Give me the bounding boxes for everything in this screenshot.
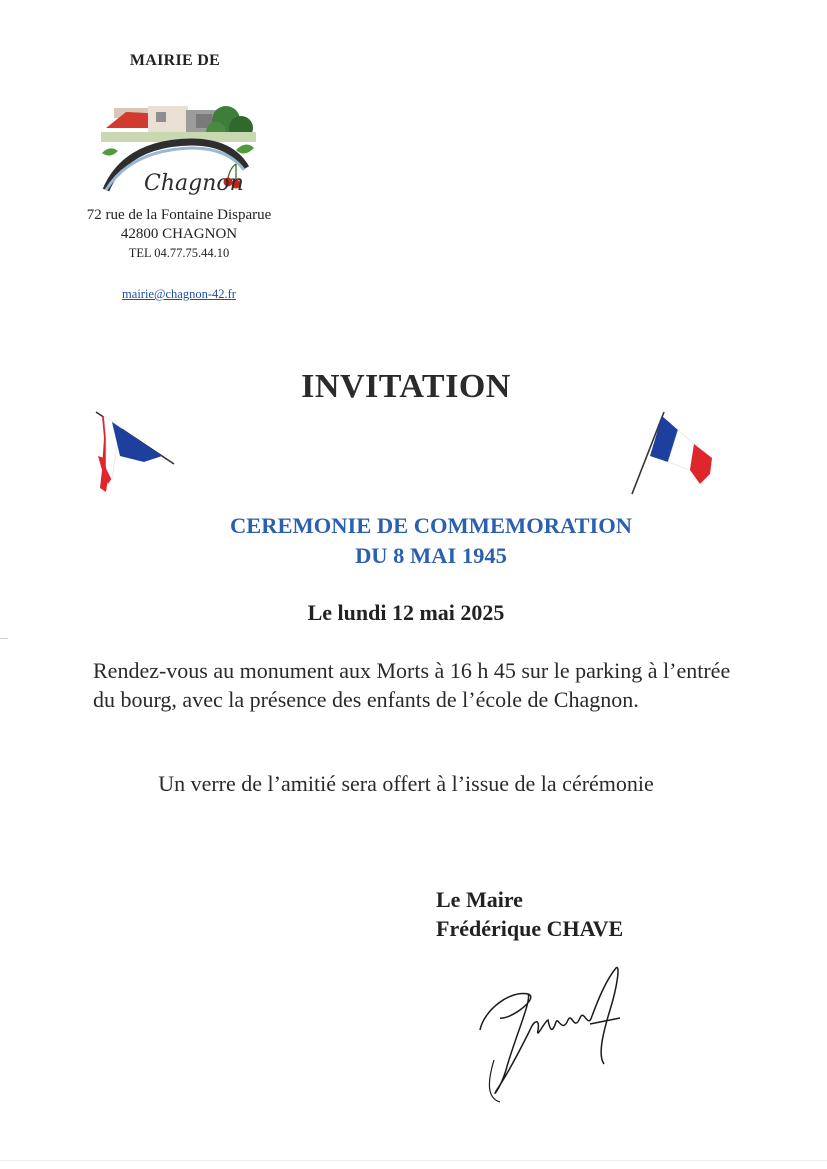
- svg-text:Chagnon: Chagnon: [144, 171, 244, 196]
- french-flag-icon: [92, 408, 178, 494]
- email-link[interactable]: mairie@chagnon-42.fr: [122, 287, 236, 301]
- event-date: Le lundi 12 mai 2025: [307, 600, 505, 625]
- page-title: INVITATION: [301, 368, 511, 405]
- closing-note: Un verre de l’amitié sera offert à l’issue de la cérémonie: [158, 771, 654, 796]
- signatory-name: Frédérique CHAVE: [436, 916, 624, 941]
- signature-icon: [470, 960, 630, 1105]
- event-details: Rendez-vous au monument aux Morts à 16 h 45 sur le parking à l’entrée du bourg, avec la présence des enfants de l’école de Chagnon.: [93, 658, 731, 712]
- french-flag-icon: [626, 408, 718, 496]
- event-title-line2: DU 8 MAI 1945: [355, 543, 507, 568]
- village-logo-icon: [96, 98, 262, 196]
- signatory-title: Le Maire: [436, 887, 523, 912]
- scan-mark-left: [0, 638, 8, 639]
- mairie-label: MAIRIE DE: [129, 52, 221, 69]
- event-title-line1: CEREMONIE DE COMMEMORATION: [229, 513, 633, 538]
- address-line-street: 72 rue de la Fontaine Disparue: [86, 207, 272, 223]
- telephone: TEL 04.77.75.44.10: [128, 246, 230, 260]
- scan-mark-bottom: [0, 1160, 827, 1161]
- address-line-city: 42800 CHAGNON: [120, 226, 238, 242]
